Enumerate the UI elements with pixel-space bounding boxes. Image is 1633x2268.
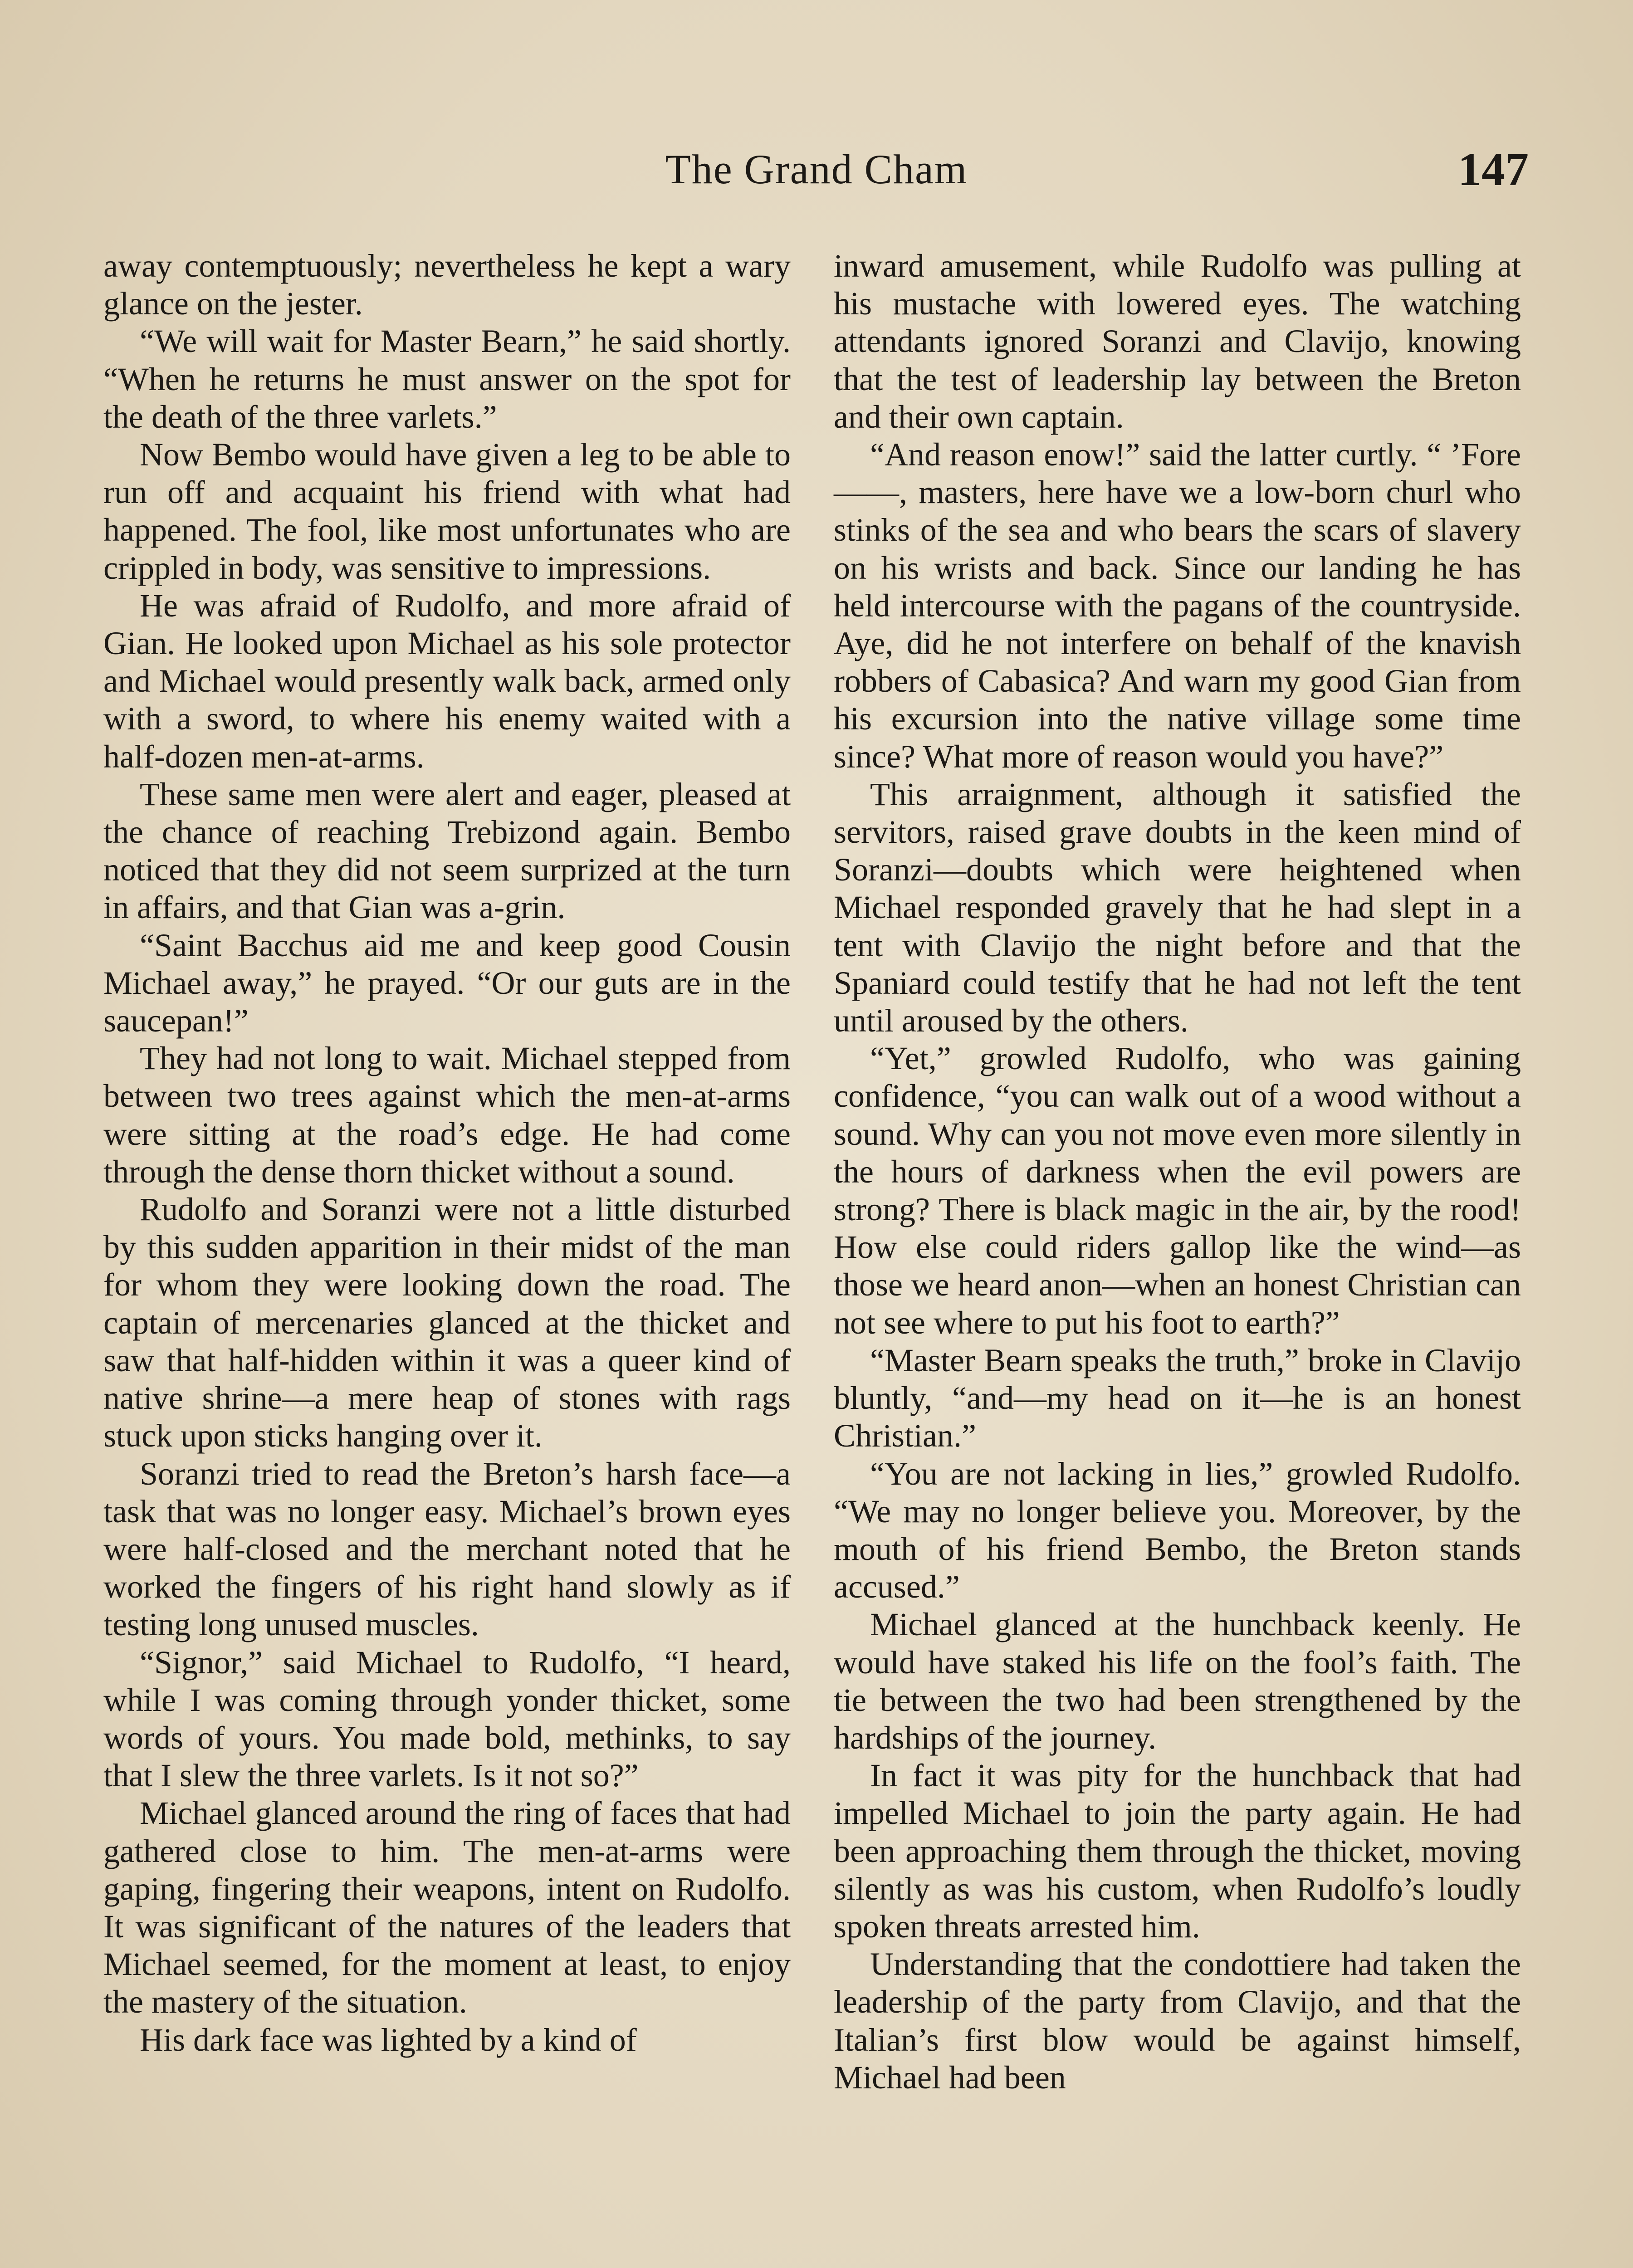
paragraph: Soranzi tried to read the Breton’s harsh face—a task that was no longer easy. Michael’s brown eyes were half-closed and the merchant noted that he worked the fingers of his right hand slowly as if testing long unused muscles. — [103, 1455, 791, 1643]
paragraph: They had not long to wait. Michael stepped from between two trees against which the men-at-arms were sitting at the road’s edge. He had come through the dense thorn thicket without a sound. — [103, 1040, 791, 1190]
paragraph: “And reason enow!” said the latter curtly. “ ’Fore ——, masters, here have we a low-born churl who stinks of the sea and who bears the scars of slavery on his wrists and back. Since our landing he has held intercourse with the pagans of the countryside. Aye, did he not interfere on behalf of the knavish robbers of Cabasica? And warn my good Gian from his excursion into the native village some time since? What more of reason would you have?” — [834, 436, 1521, 775]
paragraph: “We will wait for Master Bearn,” he said shortly. “When he returns he must answer on the spot for the death of the three varlets.” — [103, 323, 791, 435]
paragraph: Rudolfo and Soranzi were not a little disturbed by this sudden apparition in their midst of the man for whom they were looking down the road. The captain of mercenaries glanced at the thicket and saw that half-hidden within it was a queer kind of native shrine—a mere heap of stones with rags stuck upon sticks hanging over it. — [103, 1191, 791, 1454]
paragraph: “Master Bearn speaks the truth,” broke in Clavijo bluntly, “and—my head on it—he is an honest Christian.” — [834, 1342, 1521, 1454]
running-title: The Grand Cham — [665, 146, 968, 192]
paragraph: “Yet,” growled Rudolfo, who was gaining confidence, “you can walk out of a wood without a sound. Why can you not move even more silently in the hours of darkness when the evil powers are strong? There is black magic in the air, by the rood! How else could riders gallop like the wind—as those we heard anon—when an honest Christian can not see where to put his foot to earth?” — [834, 1040, 1521, 1341]
paragraph: He was afraid of Rudolfo, and more afraid of Gian. He looked upon Michael as his sole protector and Michael would presently walk back, armed only with a sword, to where his enemy waited with a half-dozen men-at-arms. — [103, 587, 791, 775]
paragraph: Understanding that the condottiere had taken the leadership of the party from Clavijo, and that the Italian’s first blow would be against himself, Michael had been — [834, 1946, 1521, 2096]
paragraph: His dark face was lighted by a kind of — [140, 2021, 637, 2058]
left-column — [103, 247, 791, 2059]
paragraph: inward amusement, while Rudolfo was pulling at his mustache with lowered eyes. The watching attendants ignored Soranzi and Clavijo, knowing that the test of leadership lay between the Breton and their own captain. — [834, 248, 1521, 435]
right-column — [834, 247, 1521, 2097]
page-header — [100, 145, 1533, 218]
paragraph: away contemptuously; nevertheless he kept a wary glance on the jester. — [103, 248, 791, 322]
paragraph: “Saint Bacchus aid me and keep good Cousin Michael away,” he prayed. “Or our guts are in the saucepan!” — [103, 927, 791, 1039]
paragraph: Michael glanced at the hunchback keenly. He would have staked his life on the fool’s faith. The tie between the two had been strengthened by the hardships of the journey. — [834, 1606, 1521, 1756]
paragraph: Now Bembo would have given a leg to be able to run off and acquaint his friend with what had happened. The fool, like most unfortunates who are crippled in body, was sensitive to impressions. — [103, 436, 791, 586]
paragraph: These same men were alert and eager, pleased at the chance of reaching Trebizond again. Bembo noticed that they did not seem surprized at the turn in affairs, and that Gian was a-grin. — [103, 776, 791, 926]
paragraph: “You are not lacking in lies,” growled Rudolfo. “We may no longer believe you. Moreover, by the mouth of his friend Bembo, the Breton stands accused.” — [834, 1455, 1521, 1605]
paragraph: This arraignment, although it satisfied the servitors, raised grave doubts in the keen mind of Soranzi—doubts which were heightened when Michael responded gravely that he had slept in a tent with Clavijo the night before and that the Spaniard could testify that he had not left the tent until aroused by the others. — [834, 776, 1521, 1039]
paragraph: Michael glanced around the ring of faces that had gathered close to him. The men-at-arms were gaping, fingering their weapons, intent on Rudolfo. It was significant of the natures of the leaders that Michael seemed, for the moment at least, to enjoy the mastery of the situation. — [103, 1795, 791, 2020]
paragraph: In fact it was pity for the hunchback that had impelled Michael to join the party again. He had been approaching them through the thicket, moving silently as was his custom, when Rudolfo’s loudly spoken threats arrested him. — [834, 1757, 1521, 1945]
page-number: 147 — [1458, 143, 1529, 196]
paragraph: “Signor,” said Michael to Rudolfo, “I heard, while I was coming through yonder thicket, some words of yours. You made bold, methinks, to say that I slew the three varlets. Is it not so?” — [103, 1644, 791, 1794]
